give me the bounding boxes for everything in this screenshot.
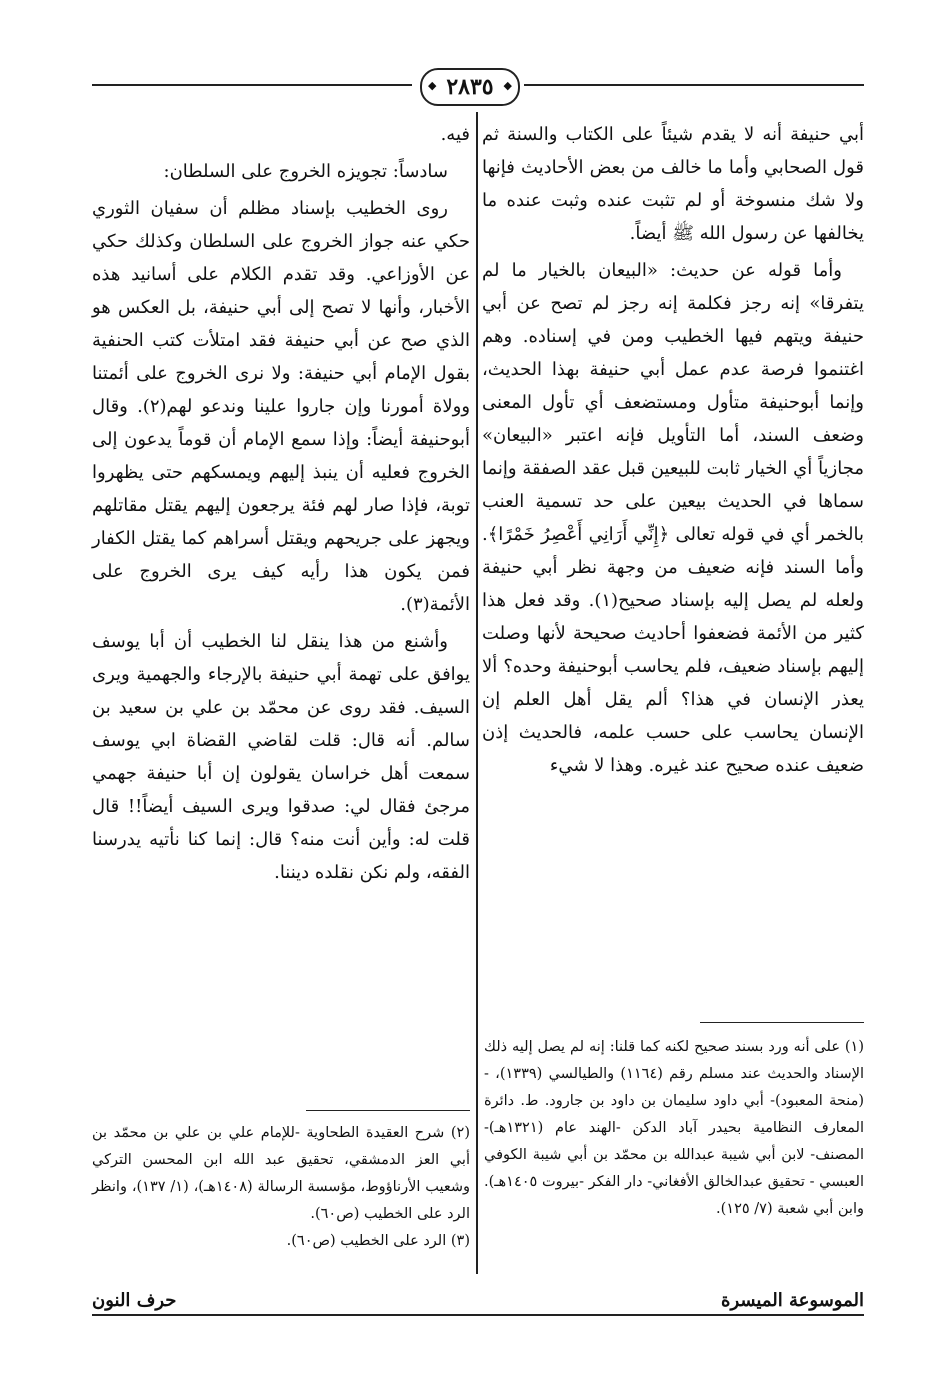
footnote-rule-left bbox=[306, 1110, 470, 1111]
footnotes-right bbox=[484, 1034, 864, 1223]
paragraph: وأشنع من هذا ينقل لنا الخطيب أن أبا يوسف يوافق على تهمة أبي حنيفة بالإرجاء والجهمية ويرى السيف. فقد روى عن محمّد بن علي بن سعيد بن سالم. أنه قال: قلت لقاضي القضاة ابي يوسف سمعت أهل خراسان يقولون إن أبا حنيفة جهمي مرجئ فقال لي: صدقوا ويرى السيف أيضاً!! قال قلت له: وأين أنت منه؟ قال: إنما كنا نأتيه يدرسنا الفقه، ولم نكن نقلده ديننا. bbox=[92, 631, 471, 883]
page-footer bbox=[92, 1290, 864, 1316]
header-rule-right bbox=[524, 84, 864, 86]
header-rule-left bbox=[92, 84, 412, 86]
right-column bbox=[482, 118, 864, 782]
footnote: (٢) شرح العقيدة الطحاوية -للإمام علي بن علي بن محمّد بن أبي العز الدمشقي، تحقيق عبد الله ابن المحسن التركي وشعيب الأرناؤوط، مؤسسة الرسالة (١٤٠٨هـ)، (١/ ١٣٧)، وانظر الرد على الخطيب (ص٦٠). bbox=[92, 1125, 470, 1222]
footer-encyclopedia-title: الموسوعة الميسرة bbox=[721, 1290, 864, 1311]
column-divider bbox=[476, 112, 478, 1274]
footnote: (١) على أنه ورد بسند صحيح لكنه كما قلنا: إنه لم يصل إليه ذلك الإسناد والحديث عند مسلم رقم (١١٦٤) والطيالسي (١٣٣٩)، -(منحة المعبود)- أبي داود سليمان بن داود بن جارود. ط. دائرة المعارف النظامية بحيدر آباد الدكن -الهند عام (١٣٢١هـ)- المصنف- لابن أبي شيبة عبدالله بن محمّد بن أبي شيبة الكوفي العبسي - تحقيق عبدالخالق الأفغاني- دار الفكر -بيروت ١٤٠٥هـ). وابن أبي شعبة (٧/ ١٢٥). bbox=[484, 1039, 864, 1217]
paragraph: روى الخطيب بإسناد مظلم أن سفيان الثوري حكي عنه جواز الخروج على السلطان وكذلك حكي عن الأوزاعي. وقد تقدم الكلام على أسانيد هذه الأخبار، وأنها لا تصح إلى أبي حنيفة، بل العكس هو الذي صح عن أبي حنيفة فقد امتلأت كتب الحنفية بقول الإمام أبي حنيفة: ولا نرى الخروج على أئمتنا وولاة أمورنا وإن جاروا علينا وندعو لهم(٢). وقال أبوحنيفة أيضاً: وإذا سمع الإمام أن قوماً يدعون إلى الخروج فعليه أن ينبذ إليهم ويمسكهم حتى يظهروا توبة، فإذا صار لهم فئة يرجعون إليهم يقتل مقاتلهم ويجهز على جريحهم ويقتل أسراهم كما يقتل الكفار فمن يكون هذا رأيه كيف يرى الخروج على الأئمة(٣). bbox=[92, 198, 471, 615]
section-heading: سادساً: تجويزه الخروج على السلطان: bbox=[163, 161, 448, 182]
paragraph: أبي حنيفة أنه لا يقدم شيئاً على الكتاب والسنة ثم قول الصحابي وأما ما خالف من بعض الأحاديث فإنها ولا شك منسوخة أو لم تثبت عنده وثبت عنده ما يخالفها عن رسول الله ﷺ أيضاً. bbox=[482, 124, 864, 244]
footer-section-title: حرف النون bbox=[92, 1290, 177, 1311]
left-column bbox=[92, 118, 470, 889]
page-number: ◆ ٢٨٣٥ ◆ bbox=[420, 68, 520, 106]
footer-rule bbox=[92, 1314, 864, 1316]
footnote-rule-right bbox=[700, 1022, 864, 1023]
paragraph: وأما قوله عن حديث: «البيعان بالخيار ما لم يتفرقا» إنه رجز فكلمة إنه رجز لم تصح عن أبي حنيفة ويتهم فيها الخطيب ومن في إسناده. وهم اغتنموا فرصة عدم عمل أبي حنيفة بهذا الحديث، وإنما أبوحنيفة متأول ومستضعف أي تأول المعنى وضعف السند، أما التأويل فإنه اعتبر «البيعان» مجازياً أي الخيار ثابت للبيعين قبل عقد الصفقة وإنما سماها في الحديث بيعين على حد تسمية العنب بالخمر أي في قوله تعالى ﴿إِنِّي أَرَانِي أَعْصِرُ خَمْرًا﴾. وأما السند فإنه ضعيف من وجهة نظر أبي حنيفة ولعله لم يصل إليه بإسناد صحيح(١). وقد فعل هذا كثير من الأئمة فضعفوا أحاديث صحيحة لأنها وصلت إليهم بإسناد ضعيف، فلم يحاسب أبوحنيفة وحده؟ ألا يعذر الإنسان في هذا؟ ألم يقل أهل العلم إن الإنسان يحاسب على حسب علمه، فالحديث إذن ضعيف عنده صحيح عند غيره. وهذا لا شيء bbox=[482, 260, 864, 776]
paragraph: فيه. bbox=[440, 124, 470, 145]
footnotes-left bbox=[92, 1120, 470, 1255]
footnote: (٣) الرد على الخطيب (ص٦٠). bbox=[286, 1233, 470, 1249]
